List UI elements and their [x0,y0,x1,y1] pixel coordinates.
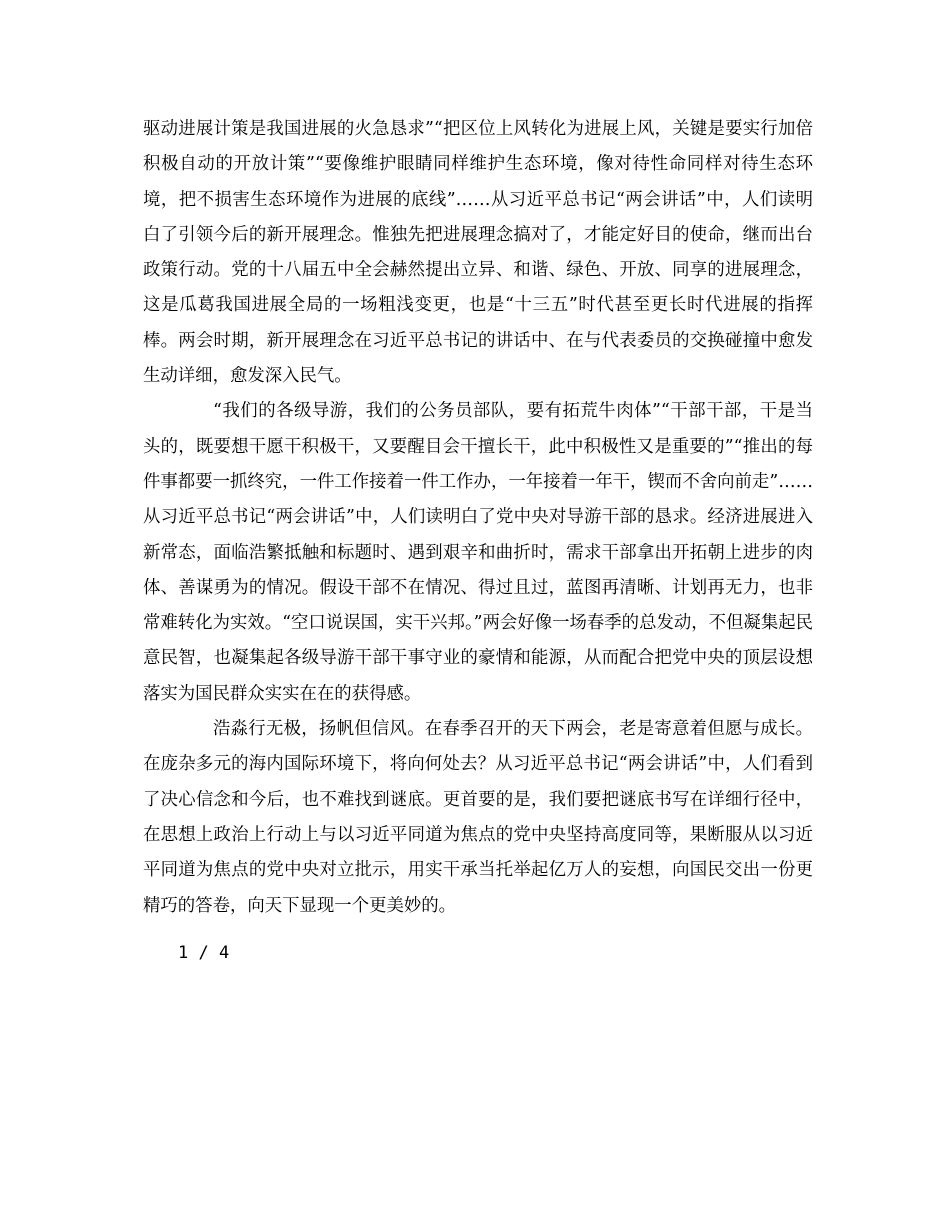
page-number: 1 / 4 [178,943,230,963]
paragraph-2: “我们的各级导游，我们的公务员部队，要有拓荒牛肉体”“干部干部，干是当头的，既要想干愿干积极干，又要醒目会干擅长干，此中积极性又是重要的”“推出的每件事都要一抓终究，一件工作接着一件工作办，一年接着一年干，锲而不舍向前走”……从习近平总书记“两会讲话”中，人们读明白了党中央对导游干部的恳求。经济进展进入新常态，面临浩繁抵触和标题时、遇到艰辛和曲折时，需求干部拿出开拓朝上进步的肉体、善谋勇为的情况。假设干部不在情况、得过且过，蓝图再清晰、计划再无力，也非常难转化为实效。“空口说误国，实干兴邦。”两会好像一场春季的总发动，不但凝集起民意民智，也凝集起各级导游干部干事守业的豪情和能源，从而配合把党中央的顶层设想落实为国民群众实实在在的获得感。 [143,401,813,704]
document-body [143,112,813,924]
paragraph-3: 浩淼行无极，扬帆但信风。在春季召开的天下两会，老是寄意着但愿与成长。在庞杂多元的海内国际环境下，将向何处去？从习近平总书记“两会讲话”中，人们看到了决心信念和今后，也不难找到谜底。更首要的是，我们要把谜底书写在详细行径中，在思想上政治上行动上与以习近平同道为焦点的党中央坚持高度同等，果断服从以习近平同道为焦点的党中央对立批示，用实干承当托举起亿万人的妄想，向国民交出一份更精巧的答卷，向天下显现一个更美妙的。 [143,719,813,916]
paragraph-1: 驱动进展计策是我国进展的火急恳求”“把区位上风转化为进展上风，关键是要实行加倍积极自动的开放计策”“要像维护眼睛同样维护生态环境，像对待性命同样对待生态环境，把不损害生态环境作为进展的底线”……从习近平总书记“两会讲话”中，人们读明白了引领今后的新开展理念。惟独先把进展理念搞对了，才能定好目的使命，继而出台政策行动。党的十八届五中全会赫然提出立异、和谐、绿色、开放、同享的进展理念，这是瓜葛我国进展全局的一场粗浅变更，也是“十三五”时代甚至更长时代进展的指挥棒。两会时期，新开展理念在习近平总书记的讲话中、在与代表委员的交换碰撞中愈发生动详细，愈发深入民气。 [143,119,813,387]
